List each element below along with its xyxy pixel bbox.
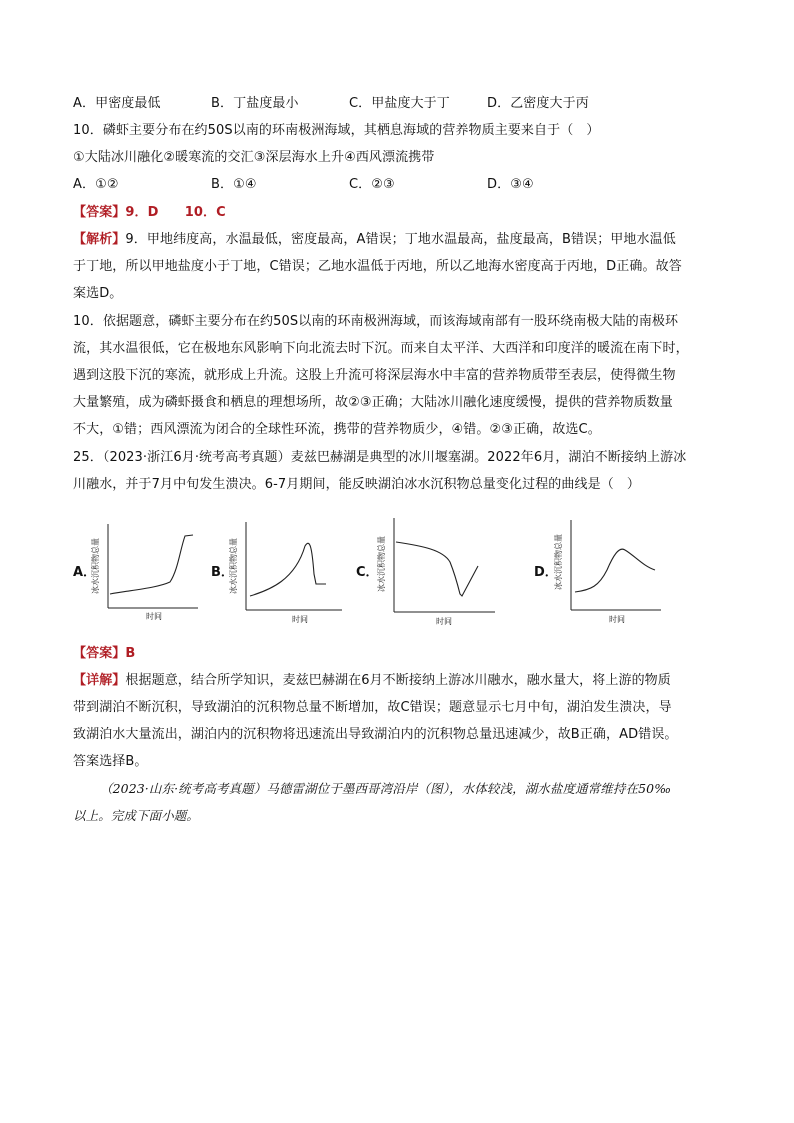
- shandong-intro-line-1: （2023·山东·统考高考真题）马德雷湖位于墨西哥湾沿岸（图），水体较浅，湖水盐度通常维持在50‰: [100, 781, 672, 796]
- analysis10-line-2: 流，其水温很低，它在极地东风影响下向北流去时下沉。而来自太平洋、大西洋和印度洋的暖流在南下时，: [73, 341, 689, 356]
- chart-a-curve: [110, 535, 193, 594]
- chart-c-xlabel: 时间: [436, 617, 452, 626]
- chart-b: [230, 518, 345, 628]
- analysis9-line-3: 案选D。: [73, 286, 123, 301]
- q10-option-c: C．②③: [349, 177, 395, 192]
- q10-option-d: D．③④: [487, 177, 534, 192]
- chart-a-ylabel: 冰水沉积物总量: [91, 538, 100, 594]
- chart-c-curve: [396, 542, 478, 596]
- answer-label: 【答案】: [73, 205, 126, 220]
- q25-stem-line-1: 25．（2023·浙江6月·统考高考真题）麦兹巴赫湖是典型的冰川堰塞湖。2022年6月，湖泊不断接纳上游冰: [73, 450, 687, 465]
- q10-option-b: B．①④: [211, 177, 257, 192]
- answer-label: 【答案】: [73, 646, 126, 661]
- chart-c-letter: C．: [356, 565, 379, 580]
- detail-text-1: 根据题意，结合所学知识，麦兹巴赫湖在6月不断接纳上游冰川融水，融水量大，将上游的物质: [125, 673, 671, 688]
- chart-a-xlabel: 时间: [146, 612, 162, 621]
- chart-a-letter: A．: [73, 565, 97, 580]
- detail-line-3: 致湖泊水大量流出，湖泊内的沉积物将迅速流出导致湖泊内的沉积物总量迅速减少，故B正确，AD错误。: [73, 727, 678, 742]
- detail-label: 【详解】: [73, 673, 126, 688]
- chart-b-ylabel: 冰水沉积物总量: [229, 538, 238, 594]
- detail-line-1: [73, 672, 671, 690]
- chart-b-xlabel: 时间: [292, 615, 308, 624]
- chart-a: [92, 520, 202, 624]
- q9-option-c: C．甲盐度大于丁: [349, 96, 450, 111]
- analysis9-text-1: 9．甲地纬度高，水温最低，密度最高，A错误；丁地水温最高，盐度最高，B错误；甲地水温低: [125, 232, 676, 247]
- analysis10-line-5: 不大，①错；西风漂流为闭合的全球性环流，携带的营养物质少，④错。②③正确，故选C。: [73, 422, 601, 437]
- analysis10-line-1: 10．依据题意，磷虾主要分布在约50S以南的环南极洲海域，而该海域南部有一股环绕南极大陆的南极环: [73, 314, 679, 329]
- shandong-intro-line-2: 以上。完成下面小题。: [73, 808, 200, 823]
- chart-d: [555, 516, 665, 628]
- analysis9-line-2: 于丁地，所以甲地盐度小于丁地，C错误；乙地水温低于丙地，所以乙地海水密度高于丙地，D正确。故答: [73, 259, 682, 274]
- chart-b-curve: [250, 543, 326, 596]
- q9-option-b: B．丁盐度最小: [211, 96, 299, 111]
- chart-c-ylabel: 冰水沉积物总量: [377, 536, 386, 592]
- answer-text: 9．D 10．C: [125, 205, 226, 220]
- detail-line-2: 带到湖泊不断沉积，导致湖泊的沉积物总量不断增加，故C错误；题意显示七月中旬，湖泊发生溃决，导: [73, 700, 672, 715]
- q10-items: ①大陆冰川融化②暖寒流的交汇③深层海水上升④西风漂流携带: [73, 150, 435, 165]
- detail-line-4: 答案选择B。: [73, 754, 148, 769]
- q9-option-a: A．甲密度最低: [73, 96, 161, 111]
- q25-stem-line-2: 川融水，并于7月中旬发生溃决。6-7月期间，能反映湖泊冰水沉积物总量变化过程的曲线是（ ）: [73, 477, 641, 492]
- chart-d-ylabel: 冰水沉积物总量: [554, 534, 563, 590]
- q10-stem: 10．磷虾主要分布在约50S以南的环南极洲海域，其栖息海域的营养物质主要来自于（ ）: [73, 123, 600, 138]
- chart-d-xlabel: 时间: [609, 615, 625, 624]
- chart-b-letter: B．: [211, 565, 234, 580]
- analysis10-line-4: 大量繁殖，成为磷虾摄食和栖息的理想场所，故②③正确；大陆冰川融化速度缓慢，提供的营养物质数量: [73, 395, 673, 410]
- analysis9-line-1: [73, 231, 676, 249]
- chart-d-curve: [575, 549, 655, 592]
- q9-option-d: D．乙密度大于丙: [487, 96, 589, 111]
- analysis-label: 【解析】: [73, 232, 126, 247]
- answer-block-2: [73, 645, 135, 663]
- answer-text: B: [125, 646, 136, 661]
- chart-c: [378, 514, 498, 630]
- chart-d-letter: D．: [534, 565, 558, 580]
- q10-option-a: A．①②: [73, 177, 119, 192]
- answer-block-1: [73, 204, 226, 222]
- analysis10-line-3: 遇到这股下沉的寒流，就形成上升流。这股上升流可将深层海水中丰富的营养物质带至表层，使得微生物: [73, 368, 676, 383]
